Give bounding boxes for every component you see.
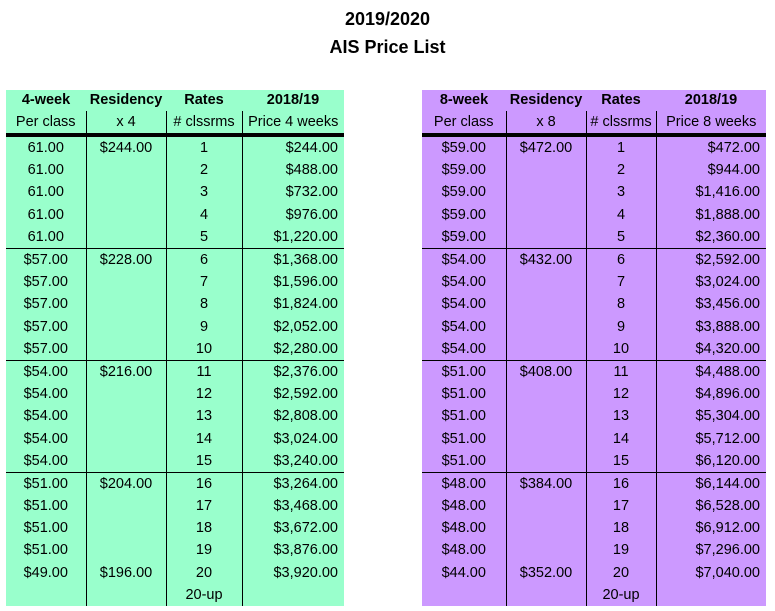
table-row bbox=[422, 159, 766, 181]
price-cell: $7,040.00 bbox=[656, 562, 766, 606]
classrooms-count: 19 bbox=[195, 542, 213, 559]
header-price: Price 4 weeks bbox=[242, 111, 344, 135]
page-title: 2019/2020 bbox=[344, 9, 431, 29]
classrooms-count: 15 bbox=[612, 452, 630, 469]
classrooms-count: 20 bbox=[612, 564, 630, 581]
table-row bbox=[422, 450, 766, 473]
header-row-secondary bbox=[6, 111, 344, 135]
price-cell: $6,144.00 bbox=[656, 472, 766, 495]
price-cell: $244.00 bbox=[242, 135, 344, 159]
residency-cell bbox=[506, 383, 586, 405]
per-class-cell: 61.00 bbox=[27, 162, 64, 179]
per-class-cell: 61.00 bbox=[27, 184, 64, 201]
classrooms-cell bbox=[166, 495, 242, 517]
classrooms-count: 16 bbox=[612, 475, 630, 492]
price-cell: $4,488.00 bbox=[656, 360, 766, 383]
table-row bbox=[422, 226, 766, 249]
classrooms-count: 13 bbox=[195, 408, 213, 425]
header-row-primary bbox=[422, 90, 766, 111]
classrooms-count: 12 bbox=[612, 386, 630, 403]
residency-cell bbox=[506, 204, 586, 226]
classrooms-cell bbox=[166, 405, 242, 427]
residency-cell bbox=[506, 427, 586, 449]
price-cell: $2,592.00 bbox=[656, 248, 766, 271]
residency-cell bbox=[86, 517, 166, 539]
residency-cell bbox=[86, 450, 166, 473]
per-class-cell: $59.00 bbox=[441, 184, 486, 201]
header-price: Price 8 weeks bbox=[656, 111, 766, 135]
classrooms-count: 1 bbox=[199, 140, 209, 157]
residency-cell: $244.00 bbox=[86, 135, 166, 159]
price-cell: $1,368.00 bbox=[242, 248, 344, 271]
residency-cell bbox=[506, 316, 586, 338]
table-row bbox=[6, 204, 344, 226]
table-row bbox=[422, 405, 766, 427]
price-cell: $3,024.00 bbox=[242, 427, 344, 449]
classrooms-cell bbox=[166, 316, 242, 338]
classrooms-cell bbox=[166, 226, 242, 249]
table-row bbox=[422, 360, 766, 383]
per-class-cell: $44.00 bbox=[441, 564, 486, 581]
price-cell: $4,320.00 bbox=[656, 338, 766, 361]
price-cell: $6,528.00 bbox=[656, 495, 766, 517]
classrooms-cell bbox=[586, 472, 656, 495]
price-cell: $4,896.00 bbox=[656, 383, 766, 405]
classrooms-cell bbox=[166, 472, 242, 495]
header-multiplier: x 8 bbox=[506, 111, 586, 135]
classrooms-count: 9 bbox=[616, 318, 626, 335]
price-cell: $2,052.00 bbox=[242, 316, 344, 338]
price-cell: $3,672.00 bbox=[242, 517, 344, 539]
classrooms-count: 3 bbox=[616, 184, 626, 201]
residency-cell: $472.00 bbox=[506, 135, 586, 159]
residency-cell bbox=[506, 495, 586, 517]
per-class-cell: $54.00 bbox=[23, 430, 68, 447]
residency-cell bbox=[86, 271, 166, 293]
classrooms-cell bbox=[166, 383, 242, 405]
price-cell: $2,376.00 bbox=[242, 360, 344, 383]
table-row bbox=[422, 248, 766, 271]
per-class-cell: $57.00 bbox=[23, 296, 68, 313]
header-period: 4-week bbox=[21, 92, 71, 108]
classrooms-count: 3 bbox=[199, 184, 209, 201]
classrooms-cell bbox=[586, 181, 656, 203]
per-class-cell: $51.00 bbox=[6, 472, 86, 495]
residency-cell bbox=[506, 405, 586, 427]
table-row bbox=[6, 539, 344, 561]
price-cell: $976.00 bbox=[242, 204, 344, 226]
classrooms-count: 11 bbox=[196, 363, 212, 380]
per-class-cell: $54.00 bbox=[441, 340, 486, 357]
table-row bbox=[6, 135, 344, 159]
per-class-cell: $57.00 bbox=[23, 274, 68, 291]
price-cell: $2,808.00 bbox=[242, 405, 344, 427]
classrooms-range: 20-up bbox=[602, 586, 640, 603]
classrooms-count: 4 bbox=[616, 206, 626, 223]
classrooms-count: 14 bbox=[195, 430, 213, 447]
per-class-cell: $51.00 bbox=[441, 408, 486, 425]
header-rates: Rates bbox=[601, 92, 641, 108]
per-class-cell: $54.00 bbox=[441, 296, 486, 313]
table-row bbox=[6, 405, 344, 427]
classrooms-cell bbox=[586, 226, 656, 249]
residency-cell bbox=[86, 427, 166, 449]
table-row bbox=[6, 271, 344, 293]
table-row bbox=[422, 495, 766, 517]
per-class-cell: $59.00 bbox=[441, 162, 486, 179]
residency-cell bbox=[86, 204, 166, 226]
per-class-cell: 61.00 bbox=[27, 228, 64, 245]
price-cell: $1,416.00 bbox=[656, 181, 766, 203]
price-table-4-week bbox=[6, 90, 344, 606]
classrooms-cell bbox=[586, 427, 656, 449]
price-cell: $6,120.00 bbox=[656, 450, 766, 473]
price-cell: $5,712.00 bbox=[656, 427, 766, 449]
price-cell: $3,264.00 bbox=[242, 472, 344, 495]
residency-cell: $432.00 bbox=[506, 248, 586, 271]
table-row bbox=[6, 472, 344, 495]
header-residency: Residency bbox=[509, 92, 583, 108]
table-row bbox=[6, 450, 344, 473]
header-classrooms: # clssrms bbox=[166, 111, 242, 135]
classrooms-cell bbox=[166, 427, 242, 449]
per-class-cell: $59.00 bbox=[441, 140, 486, 157]
per-class-cell: $48.00 bbox=[441, 498, 486, 515]
table-row bbox=[422, 338, 766, 361]
price-cell: $2,280.00 bbox=[242, 338, 344, 361]
classrooms-cell bbox=[166, 562, 242, 606]
classrooms-count: 17 bbox=[195, 498, 213, 515]
classrooms-cell bbox=[166, 360, 242, 383]
classrooms-count: 7 bbox=[616, 274, 626, 291]
price-cell: $732.00 bbox=[242, 181, 344, 203]
header-residency: Residency bbox=[89, 92, 163, 108]
per-class-cell: $51.00 bbox=[441, 386, 486, 403]
table-row bbox=[422, 539, 766, 561]
price-cell: $5,304.00 bbox=[656, 405, 766, 427]
per-class-cell: $48.00 bbox=[441, 520, 486, 537]
residency-cell bbox=[86, 495, 166, 517]
residency-cell: $216.00 bbox=[86, 360, 166, 383]
price-table-body bbox=[6, 90, 344, 606]
residency-cell bbox=[506, 517, 586, 539]
classrooms-count: 12 bbox=[195, 386, 213, 403]
classrooms-cell bbox=[586, 293, 656, 315]
per-class-cell: $54.00 bbox=[441, 318, 486, 335]
classrooms-range: 20-up bbox=[185, 586, 223, 603]
classrooms-count: 10 bbox=[612, 340, 630, 357]
classrooms-cell bbox=[586, 338, 656, 361]
per-class-cell: $51.00 bbox=[23, 498, 68, 515]
residency-cell: $228.00 bbox=[86, 248, 166, 271]
per-class-cell: $59.00 bbox=[441, 206, 486, 223]
residency-cell: $204.00 bbox=[86, 472, 166, 495]
residency-cell bbox=[86, 539, 166, 561]
residency-cell bbox=[506, 226, 586, 249]
classrooms-count: 9 bbox=[199, 318, 209, 335]
classrooms-count: 13 bbox=[612, 408, 630, 425]
price-table-body bbox=[422, 90, 766, 606]
table-row bbox=[6, 383, 344, 405]
table-row bbox=[6, 181, 344, 203]
classrooms-cell bbox=[166, 181, 242, 203]
residency-cell bbox=[86, 159, 166, 181]
header-classrooms: # clssrms bbox=[586, 111, 656, 135]
header-year: 2018/19 bbox=[684, 92, 738, 108]
classrooms-cell bbox=[586, 159, 656, 181]
classrooms-cell bbox=[586, 135, 656, 159]
table-row bbox=[422, 383, 766, 405]
residency-cell bbox=[86, 316, 166, 338]
classrooms-cell bbox=[586, 316, 656, 338]
classrooms-count: 15 bbox=[195, 452, 213, 469]
per-class-cell: $48.00 bbox=[422, 472, 506, 495]
per-class-cell: $54.00 bbox=[23, 408, 68, 425]
classrooms-cell bbox=[586, 271, 656, 293]
price-cell: $3,920.00 bbox=[242, 562, 344, 606]
residency-cell: $196.00 bbox=[86, 562, 166, 606]
price-cell: $472.00 bbox=[656, 135, 766, 159]
classrooms-count: 18 bbox=[612, 520, 630, 537]
table-row bbox=[6, 248, 344, 271]
classrooms-cell bbox=[586, 450, 656, 473]
price-cell: $2,360.00 bbox=[656, 226, 766, 249]
classrooms-cell bbox=[586, 383, 656, 405]
per-class-cell: $54.00 bbox=[23, 452, 68, 469]
table-row bbox=[6, 517, 344, 539]
classrooms-cell bbox=[166, 204, 242, 226]
classrooms-count: 8 bbox=[199, 296, 209, 313]
classrooms-count: 8 bbox=[616, 296, 626, 313]
table-row bbox=[422, 204, 766, 226]
page-subtitle: AIS Price List bbox=[329, 37, 446, 57]
table-row bbox=[422, 562, 766, 606]
residency-cell bbox=[86, 181, 166, 203]
classrooms-count: 5 bbox=[616, 228, 626, 245]
price-cell: $6,912.00 bbox=[656, 517, 766, 539]
table-row bbox=[422, 271, 766, 293]
table-row bbox=[6, 159, 344, 181]
classrooms-count: 4 bbox=[199, 206, 209, 223]
classrooms-cell bbox=[586, 360, 656, 383]
classrooms-cell bbox=[166, 248, 242, 271]
table-row bbox=[422, 517, 766, 539]
classrooms-count: 11 bbox=[613, 363, 629, 380]
price-cell: $1,888.00 bbox=[656, 204, 766, 226]
table-row bbox=[6, 562, 344, 606]
price-cell: $1,220.00 bbox=[242, 226, 344, 249]
price-table-8-week bbox=[422, 90, 766, 606]
residency-cell: $352.00 bbox=[506, 562, 586, 606]
per-class-cell: $57.00 bbox=[23, 340, 68, 357]
table-row bbox=[422, 316, 766, 338]
residency-cell bbox=[506, 271, 586, 293]
classrooms-cell bbox=[166, 271, 242, 293]
price-cell: $3,876.00 bbox=[242, 539, 344, 561]
classrooms-count: 2 bbox=[616, 162, 626, 179]
residency-cell bbox=[86, 293, 166, 315]
header-multiplier: x 4 bbox=[86, 111, 166, 135]
classrooms-count: 7 bbox=[199, 274, 209, 291]
classrooms-cell bbox=[166, 539, 242, 561]
per-class-cell: $54.00 bbox=[441, 274, 486, 291]
header-row-secondary bbox=[422, 111, 766, 135]
residency-cell bbox=[506, 181, 586, 203]
per-class-cell: $49.00 bbox=[23, 564, 68, 581]
classrooms-count: 16 bbox=[195, 475, 213, 492]
residency-cell bbox=[86, 383, 166, 405]
per-class-cell: $54.00 bbox=[23, 386, 68, 403]
price-cell: $3,456.00 bbox=[656, 293, 766, 315]
classrooms-cell bbox=[586, 248, 656, 271]
classrooms-cell bbox=[586, 539, 656, 561]
price-cell: $1,596.00 bbox=[242, 271, 344, 293]
price-cell: $3,888.00 bbox=[656, 316, 766, 338]
classrooms-cell bbox=[166, 293, 242, 315]
header-period: 8-week bbox=[439, 92, 489, 108]
classrooms-cell bbox=[586, 495, 656, 517]
table-row bbox=[6, 226, 344, 249]
classrooms-cell bbox=[586, 204, 656, 226]
per-class-cell: 61.00 bbox=[27, 140, 64, 157]
residency-cell: $408.00 bbox=[506, 360, 586, 383]
residency-cell bbox=[86, 405, 166, 427]
classrooms-cell bbox=[166, 517, 242, 539]
residency-cell bbox=[506, 293, 586, 315]
per-class-cell: $59.00 bbox=[441, 228, 486, 245]
residency-cell bbox=[506, 450, 586, 473]
classrooms-count: 5 bbox=[199, 228, 209, 245]
classrooms-count: 1 bbox=[616, 140, 626, 157]
price-cell: $3,240.00 bbox=[242, 450, 344, 473]
table-row bbox=[6, 495, 344, 517]
classrooms-cell bbox=[166, 135, 242, 159]
classrooms-count: 14 bbox=[612, 430, 630, 447]
header-year: 2018/19 bbox=[266, 92, 320, 108]
price-cell: $1,824.00 bbox=[242, 293, 344, 315]
price-cell: $488.00 bbox=[242, 159, 344, 181]
per-class-cell: $54.00 bbox=[6, 360, 86, 383]
per-class-cell: $57.00 bbox=[6, 248, 86, 271]
per-class-cell: $51.00 bbox=[441, 452, 486, 469]
classrooms-count: 17 bbox=[612, 498, 630, 515]
classrooms-count: 18 bbox=[195, 520, 213, 537]
per-class-cell: 61.00 bbox=[27, 206, 64, 223]
per-class-cell: $51.00 bbox=[23, 542, 68, 559]
per-class-cell: $54.00 bbox=[422, 248, 506, 271]
classrooms-count: 20 bbox=[195, 564, 213, 581]
table-row bbox=[422, 181, 766, 203]
per-class-cell: $51.00 bbox=[23, 520, 68, 537]
classrooms-cell bbox=[586, 405, 656, 427]
residency-cell bbox=[506, 159, 586, 181]
classrooms-cell bbox=[166, 159, 242, 181]
table-row bbox=[6, 360, 344, 383]
table-row bbox=[6, 338, 344, 361]
table-row bbox=[6, 293, 344, 315]
classrooms-cell bbox=[586, 517, 656, 539]
table-row bbox=[422, 293, 766, 315]
per-class-cell: $48.00 bbox=[441, 542, 486, 559]
header-rates: Rates bbox=[184, 92, 224, 108]
classrooms-cell bbox=[166, 450, 242, 473]
price-cell: $3,468.00 bbox=[242, 495, 344, 517]
classrooms-count: 2 bbox=[199, 162, 209, 179]
classrooms-count: 19 bbox=[612, 542, 630, 559]
price-cell: $944.00 bbox=[656, 159, 766, 181]
residency-cell bbox=[86, 226, 166, 249]
per-class-cell: $51.00 bbox=[422, 360, 506, 383]
price-cell: $2,592.00 bbox=[242, 383, 344, 405]
classrooms-count: 6 bbox=[199, 252, 209, 269]
classrooms-count: 6 bbox=[616, 252, 626, 269]
price-cell: $7,296.00 bbox=[656, 539, 766, 561]
residency-cell bbox=[86, 338, 166, 361]
table-row bbox=[422, 135, 766, 159]
classrooms-cell bbox=[166, 338, 242, 361]
header-per-class: Per class bbox=[6, 111, 86, 135]
table-row bbox=[6, 427, 344, 449]
header-row-primary bbox=[6, 90, 344, 111]
residency-cell: $384.00 bbox=[506, 472, 586, 495]
table-row bbox=[422, 472, 766, 495]
residency-cell bbox=[506, 338, 586, 361]
classrooms-count: 10 bbox=[195, 340, 213, 357]
per-class-cell: $51.00 bbox=[441, 430, 486, 447]
residency-cell bbox=[506, 539, 586, 561]
table-row bbox=[422, 427, 766, 449]
header-per-class: Per class bbox=[422, 111, 506, 135]
per-class-cell: $57.00 bbox=[23, 318, 68, 335]
table-row bbox=[6, 316, 344, 338]
classrooms-cell bbox=[586, 562, 656, 606]
price-cell: $3,024.00 bbox=[656, 271, 766, 293]
